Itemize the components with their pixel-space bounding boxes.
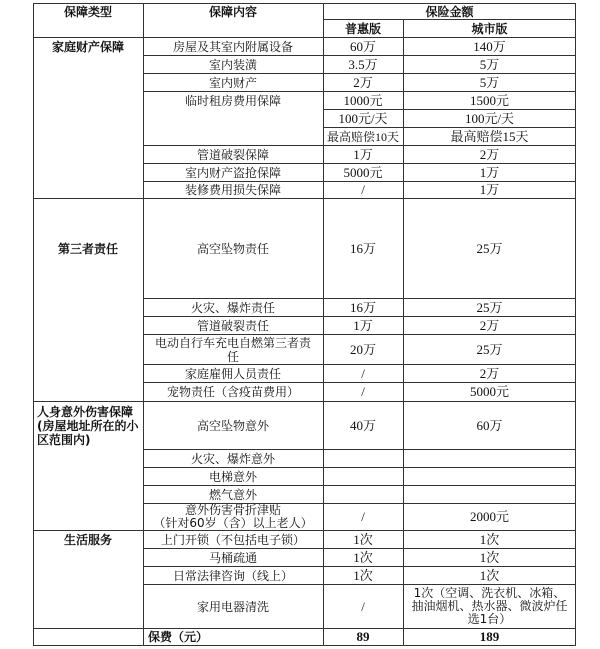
basic-amount: / <box>361 598 365 614</box>
basic-amount: 1万 <box>353 317 373 333</box>
city-amount: 1500元 <box>469 92 509 108</box>
city-amount: 2000元 <box>469 509 509 524</box>
city-amount: 1次 <box>479 531 500 547</box>
category-property: 家庭财产保障 <box>51 40 124 54</box>
city-amount: 1万 <box>479 164 500 180</box>
city-amount: 1万 <box>479 182 500 197</box>
coverage-item: 电动自行车充电自燃第三者责任 <box>154 335 311 364</box>
city-amount: 60万 <box>476 417 503 433</box>
city-amount: 25万 <box>476 341 503 357</box>
basic-amount: 2万 <box>353 74 373 90</box>
coverage-item: 家用电器清洗 <box>196 599 269 614</box>
city-amount: 100元/天 <box>464 110 515 126</box>
basic-amount: / <box>361 384 365 399</box>
city-amount: 2万 <box>479 317 500 333</box>
basic-amount: 最高赔偿10天 <box>326 129 399 144</box>
coverage-item: 室内财产盗抢保障 <box>184 165 281 180</box>
coverage-item: 装修费用损失保障 <box>184 183 281 197</box>
basic-amount: 1次 <box>353 567 373 583</box>
basic-amount: 1次 <box>353 531 373 547</box>
basic-amount: 1000元 <box>343 92 383 108</box>
city-amount: 5万 <box>479 56 500 72</box>
basic-amount: 100元/天 <box>338 110 388 126</box>
basic-amount: 3.5万 <box>348 56 378 72</box>
coverage-item: 火灾、爆炸意外 <box>190 451 275 466</box>
header-content: 保障内容 <box>208 4 257 19</box>
city-amount: 25万 <box>476 240 503 256</box>
coverage-item: 日常法律咨询（线上） <box>172 568 293 583</box>
coverage-item: 马桶疏通 <box>208 550 257 565</box>
header-type: 保障类型 <box>63 4 112 19</box>
city-amount: 5万 <box>479 74 500 90</box>
insurance-coverage-table <box>33 3 576 646</box>
grid-line <box>33 3 34 646</box>
coverage-item: 火灾、爆炸责任 <box>190 300 275 315</box>
basic-amount: 16万 <box>349 240 376 256</box>
city-amount: 1次（空调、洗衣机、冰箱、抽油烟机、热水器、微波炉任选1台） <box>411 586 568 626</box>
coverage-item: 室内装潢 <box>208 57 257 72</box>
coverage-item: 宠物责任（含疫苗费用） <box>166 385 299 399</box>
basic-amount: 40万 <box>349 417 376 433</box>
coverage-item: 意外伤害骨折津贴 （针对60岁（含）以上老人） <box>153 504 313 530</box>
basic-amount: 16万 <box>349 299 376 315</box>
coverage-item: 上门开锁（不包括电子锁） <box>160 532 305 547</box>
category-accident: 人身意外伤害保障 (房屋地址所在的小区范围内) <box>37 405 139 447</box>
city-premium: 189 <box>479 629 500 644</box>
city-amount: 5000元 <box>469 384 509 399</box>
basic-amount: 1次 <box>353 549 373 565</box>
coverage-item: 房屋及其室内附属设备 <box>172 39 293 54</box>
basic-amount: 5000元 <box>343 164 383 180</box>
premium-label: 保费（元） <box>147 630 208 644</box>
category-third-party: 第三者责任 <box>57 242 118 256</box>
city-amount: 1次 <box>479 549 500 565</box>
city-amount: 25万 <box>476 299 503 315</box>
coverage-item: 临时租房费用保障 <box>184 93 281 108</box>
coverage-item: 家庭雇佣人员责任 <box>184 366 281 381</box>
basic-premium: 89 <box>356 629 370 644</box>
coverage-item: 高空坠物责任 <box>196 241 269 256</box>
header-city-plan: 城市版 <box>471 21 508 36</box>
header-basic-plan: 普惠版 <box>344 21 381 36</box>
coverage-item: 室内财产 <box>208 75 257 90</box>
coverage-item: 管道破裂责任 <box>196 318 269 333</box>
basic-amount: / <box>361 182 365 197</box>
coverage-item: 电梯意外 <box>208 469 257 484</box>
grid-line <box>33 645 576 646</box>
basic-amount: / <box>361 365 365 381</box>
basic-amount: 60万 <box>349 38 376 54</box>
basic-amount: 20万 <box>349 341 376 357</box>
coverage-item: 高空坠物意外 <box>196 418 269 433</box>
coverage-item: 燃气意外 <box>208 487 257 502</box>
header-amount: 保险金额 <box>425 4 474 19</box>
coverage-item: 管道破裂保障 <box>196 147 269 162</box>
city-amount: 2万 <box>479 146 500 162</box>
city-amount: 2万 <box>479 365 500 381</box>
basic-amount: / <box>361 509 365 524</box>
basic-amount: 1万 <box>353 146 373 162</box>
city-amount: 140万 <box>473 38 506 54</box>
city-amount: 最高赔偿15天 <box>450 128 529 144</box>
city-amount: 1次 <box>479 567 500 583</box>
category-life-services: 生活服务 <box>63 533 112 547</box>
